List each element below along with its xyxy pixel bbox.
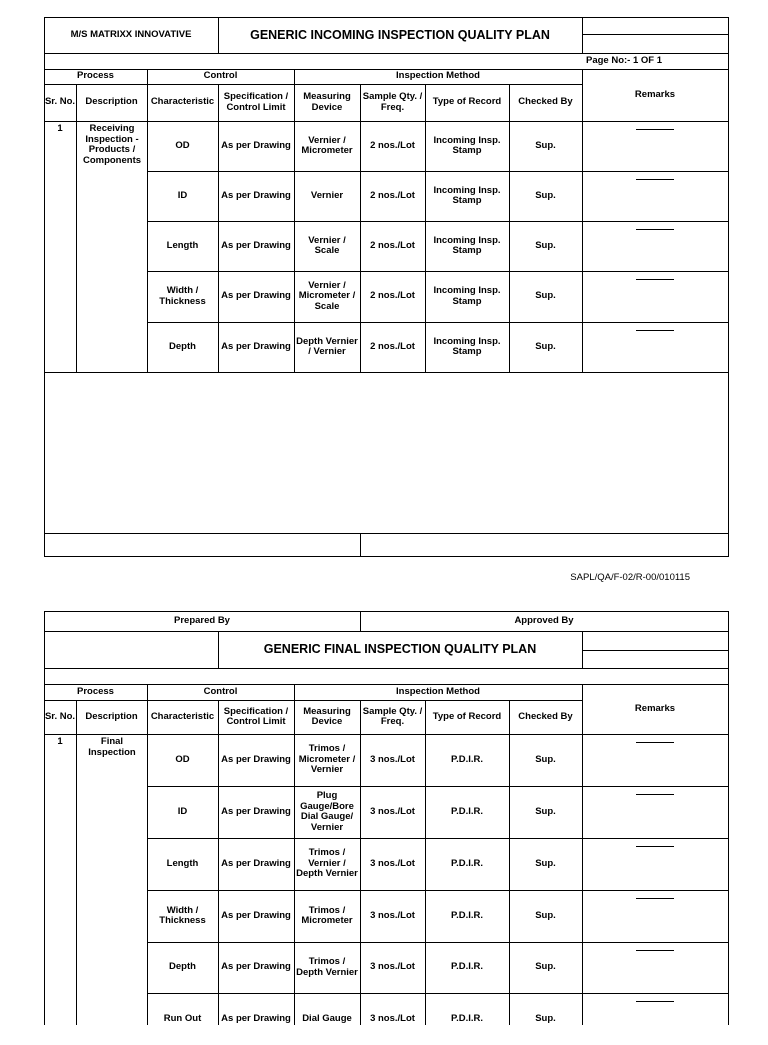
remarks-blank-line — [582, 838, 728, 890]
group-header-control: Control — [203, 70, 238, 82]
checked-by: Sup. — [535, 805, 556, 817]
process-description: Final Inspection — [88, 736, 136, 758]
column-header-remarks: Remarks — [634, 88, 676, 100]
checked-by: Sup. — [535, 1012, 556, 1024]
measuring-device: Plug Gauge/Bore Dial Gauge/ Vernier — [300, 790, 354, 833]
sr-no: 1 — [57, 736, 63, 747]
table-rule — [425, 84, 426, 373]
table-rule — [425, 700, 426, 1025]
table-rule — [294, 700, 295, 1025]
sample-qty: 2 nos./Lot — [370, 239, 415, 251]
measuring-device: Vernier — [310, 189, 344, 201]
process-description: Receiving Inspection - Products / Components — [82, 123, 142, 166]
column-header-checked: Checked By — [518, 710, 573, 722]
specification: As per Drawing — [221, 961, 291, 973]
blank-line — [636, 846, 674, 847]
page-number: Page No:- 1 OF 1 — [586, 54, 663, 66]
record-type: P.D.I.R. — [450, 1012, 484, 1024]
measuring-device: Vernier / Micrometer / Scale — [298, 279, 356, 312]
blank-line — [636, 950, 674, 951]
checked-by: Sup. — [535, 290, 556, 302]
column-header-sample: Sample Qty. / Freq. — [362, 705, 423, 727]
checked-by: Sup. — [535, 961, 556, 973]
sample-qty: 3 nos./Lot — [370, 961, 415, 973]
record-type: P.D.I.R. — [450, 857, 484, 869]
column-header-description: Description — [85, 96, 138, 108]
remarks-blank-line — [582, 942, 728, 993]
column-header-sr: Sr. No. — [44, 710, 76, 722]
checked-by: Sup. — [535, 139, 556, 151]
blank-line — [636, 1001, 674, 1002]
table-rule — [294, 84, 295, 373]
prepared-by-label: Prepared By — [174, 614, 230, 626]
group-header-control: Control — [203, 685, 238, 697]
sample-qty: 2 nos./Lot — [370, 290, 415, 302]
measuring-device: Trimos / Vernier / Depth Vernier — [296, 847, 358, 880]
blank-line — [636, 330, 674, 331]
group-header-inspection-method: Inspection Method — [396, 70, 480, 82]
sample-qty: 3 nos./Lot — [370, 753, 415, 765]
characteristic: Length — [166, 857, 199, 869]
remarks-blank-line — [582, 734, 728, 786]
remarks-blank-line — [582, 121, 728, 171]
approved-by-label: Approved By — [514, 614, 574, 626]
table-rule — [44, 372, 729, 373]
group-header-process: Process — [77, 70, 114, 82]
measuring-device: Trimos / Micrometer — [301, 904, 353, 926]
sample-qty: 2 nos./Lot — [370, 189, 415, 201]
column-header-record: Type of Record — [432, 710, 502, 722]
measuring-device: Trimos / Depth Vernier — [296, 956, 358, 978]
specification: As per Drawing — [221, 290, 291, 302]
measuring-device: Vernier / Scale — [308, 234, 346, 256]
specification: As per Drawing — [221, 1012, 291, 1024]
sample-qty: 3 nos./Lot — [370, 857, 415, 869]
column-header-record: Type of Record — [432, 96, 502, 108]
remarks-blank-line — [582, 890, 728, 942]
column-header-sr: Sr. No. — [44, 96, 76, 108]
table-rule — [44, 556, 729, 557]
characteristic: Length — [166, 239, 199, 251]
column-header-spec: Specification / Control Limit — [223, 705, 289, 727]
column-header-checked: Checked By — [518, 96, 573, 108]
blank-line — [636, 794, 674, 795]
table-rule — [728, 611, 729, 1025]
blank-line — [636, 129, 674, 130]
column-header-sample: Sample Qty. / Freq. — [362, 91, 423, 113]
checked-by: Sup. — [535, 239, 556, 251]
group-header-inspection-method: Inspection Method — [396, 685, 480, 697]
measuring-device: Vernier / Micrometer — [301, 134, 353, 156]
checked-by: Sup. — [535, 753, 556, 765]
table-rule — [582, 17, 583, 54]
measuring-device: Trimos / Micrometer / Vernier — [298, 743, 356, 776]
specification: As per Drawing — [221, 909, 291, 921]
characteristic: ID — [177, 805, 188, 817]
checked-by: Sup. — [535, 857, 556, 869]
blank-line — [636, 179, 674, 180]
characteristic: Depth — [169, 340, 196, 352]
document-title: GENERIC FINAL INSPECTION QUALITY PLAN — [263, 642, 537, 657]
checked-by: Sup. — [535, 189, 556, 201]
column-header-description: Description — [85, 710, 138, 722]
record-type: Incoming Insp. Stamp — [433, 335, 501, 357]
column-header-spec: Specification / Control Limit — [223, 91, 289, 113]
remarks-blank-line — [582, 271, 728, 322]
sample-qty: 3 nos./Lot — [370, 1012, 415, 1024]
table-rule — [44, 668, 729, 669]
record-type: P.D.I.R. — [450, 805, 484, 817]
specification: As per Drawing — [221, 805, 291, 817]
sample-qty: 3 nos./Lot — [370, 805, 415, 817]
specification: As per Drawing — [221, 857, 291, 869]
document-title: GENERIC INCOMING INSPECTION QUALITY PLAN — [250, 27, 550, 42]
record-type: Incoming Insp. Stamp — [433, 134, 501, 156]
column-header-device: Measuring Device — [303, 705, 351, 727]
remarks-blank-line — [582, 786, 728, 838]
record-type: P.D.I.R. — [450, 909, 484, 921]
characteristic: Width / Thickness — [159, 904, 206, 926]
characteristic: Width / Thickness — [159, 285, 206, 307]
record-type: Incoming Insp. Stamp — [433, 234, 501, 256]
table-rule — [44, 533, 729, 534]
column-header-characteristic: Characteristic — [150, 710, 215, 722]
specification: As per Drawing — [221, 189, 291, 201]
characteristic: Depth — [169, 961, 196, 973]
record-type: Incoming Insp. Stamp — [433, 184, 501, 206]
column-header-remarks: Remarks — [634, 702, 676, 714]
sample-qty: 3 nos./Lot — [370, 909, 415, 921]
table-rule — [582, 650, 729, 651]
record-type: Incoming Insp. Stamp — [433, 285, 501, 307]
blank-line — [636, 742, 674, 743]
blank-line — [636, 898, 674, 899]
table-rule — [728, 17, 729, 557]
remarks-blank-line — [582, 171, 728, 221]
sr-no: 1 — [57, 123, 63, 134]
column-header-characteristic: Characteristic — [150, 96, 215, 108]
sample-qty: 2 nos./Lot — [370, 340, 415, 352]
blank-line — [636, 279, 674, 280]
sample-qty: 2 nos./Lot — [370, 139, 415, 151]
remarks-blank-line — [582, 322, 728, 372]
characteristic: Run Out — [163, 1012, 202, 1024]
specification: As per Drawing — [221, 139, 291, 151]
table-rule — [360, 533, 361, 557]
characteristic: ID — [177, 189, 188, 201]
group-header-process: Process — [77, 685, 114, 697]
measuring-device: Depth Vernier / Vernier — [296, 335, 358, 357]
remarks-blank-line — [582, 221, 728, 271]
record-type: P.D.I.R. — [450, 961, 484, 973]
table-rule — [76, 700, 77, 1025]
specification: As per Drawing — [221, 239, 291, 251]
table-rule — [44, 611, 45, 1025]
characteristic: OD — [175, 753, 190, 765]
specification: As per Drawing — [221, 753, 291, 765]
table-rule — [582, 34, 729, 35]
table-rule — [76, 84, 77, 373]
checked-by: Sup. — [535, 909, 556, 921]
remarks-blank-line — [582, 993, 728, 1045]
document-reference: SAPL/QA/F-02/R-00/010115 — [570, 571, 690, 583]
column-header-device: Measuring Device — [303, 91, 351, 113]
measuring-device: Dial Gauge — [302, 1012, 352, 1024]
characteristic: OD — [175, 139, 190, 151]
company-name: M/S MATRIXX INNOVATIVE — [70, 28, 192, 40]
blank-line — [636, 229, 674, 230]
checked-by: Sup. — [535, 340, 556, 352]
specification: As per Drawing — [221, 340, 291, 352]
record-type: P.D.I.R. — [450, 753, 484, 765]
